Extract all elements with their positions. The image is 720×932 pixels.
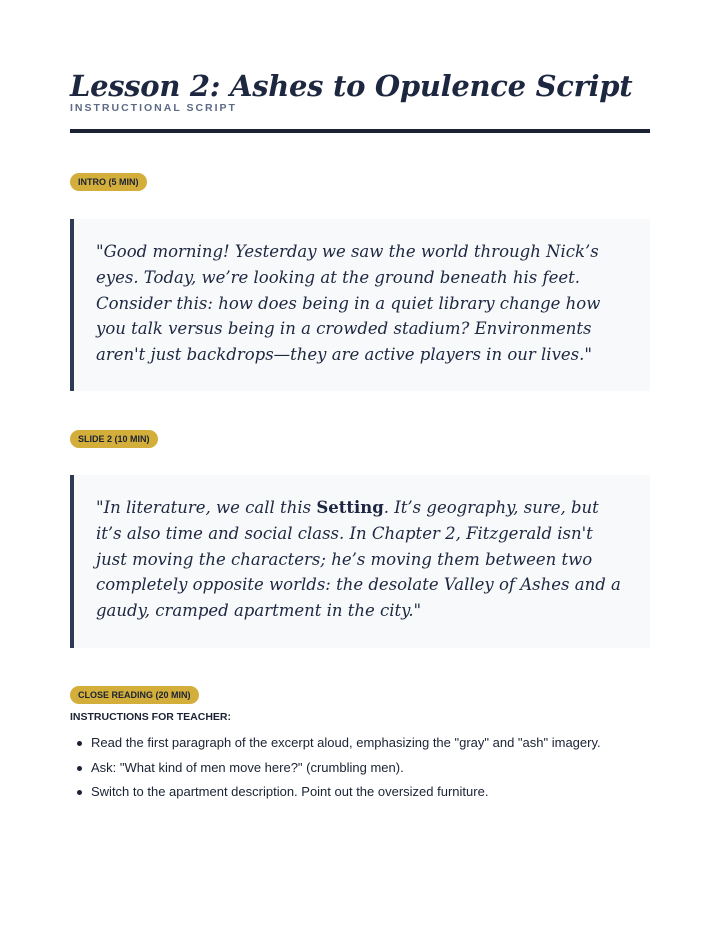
slide2-quote-before: "In literature, we call this [96,498,317,517]
page-subtitle: INSTRUCTIONAL SCRIPT [70,102,237,114]
instructions-title: INSTRUCTIONS FOR TEACHER: [70,711,231,723]
close-reading-badge: CLOSE READING (20 MIN) [70,686,199,704]
list-item: Switch to the apartment description. Point out the oversized furniture. [70,780,601,805]
intro-quote-block [70,219,650,391]
intro-quote-text: "Good morning! Yesterday we saw the world through Nick’s eyes. Today, we’re looking at the ground beneath his feet. Consider this: how does being in a quiet library change how you talk versus being in a crowded stadium? Environments aren't just backdrops—they are active players in our lives." [96,242,601,365]
list-item: Read the first paragraph of the excerpt aloud, emphasizing the "gray" and "ash" imagery. [70,731,601,756]
page-header [70,66,650,114]
slide2-quote-text [96,495,628,624]
intro-badge: INTRO (5 MIN) [70,173,147,191]
slide2-quote-block [70,475,650,648]
header-divider [70,129,650,133]
page-title: Lesson 2: Ashes to Opulence Script [70,69,633,103]
slide2-quote-after: . It’s geography, sure, but it’s also time and social class. In Chapter 2, Fitzgerald isn't just moving the characters; he’s moving them between two completely opposite worlds: the desolate Valley of Ashes and a gaudy, cramped apartment in the city." [96,498,621,621]
list-item: Ask: "What kind of men move here?" (crumbling men). [70,756,601,781]
instructions-list [70,731,601,805]
slide2-badge: SLIDE 2 (10 MIN) [70,430,158,448]
setting-term: Setting [316,498,384,517]
